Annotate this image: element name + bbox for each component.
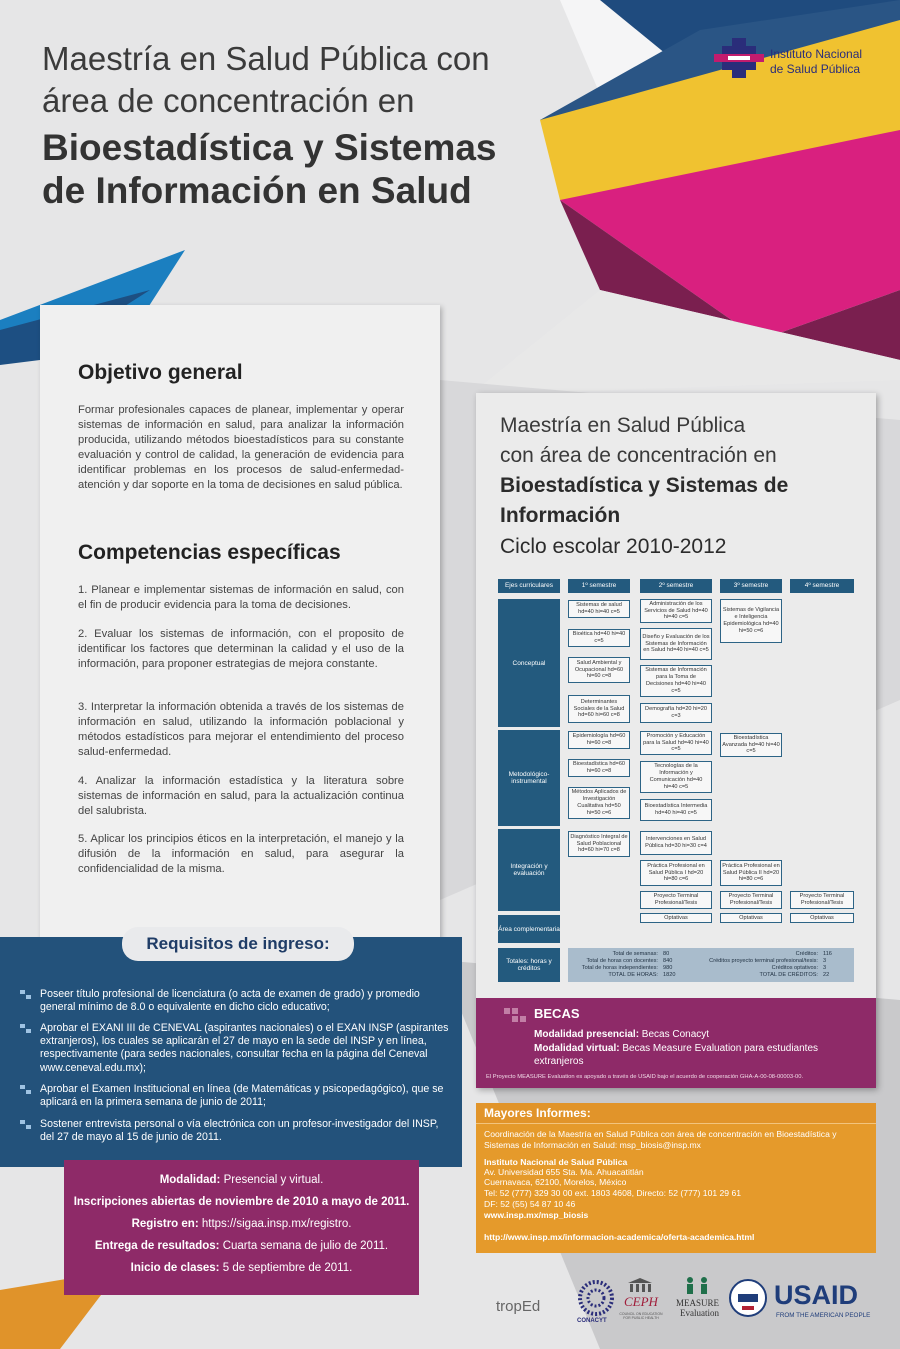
title-line-4: de Información en Salud: [42, 170, 472, 211]
competencia-3: 3. Interpretar la información obtenida a través de los sistemas de información en salud, utilizando la información poblacional y métodos estadísticos para mejorar el entendimiento del proceso salud-enfermedad.: [78, 701, 404, 758]
measure-label: MEASURE: [676, 1298, 720, 1308]
header-ejes: Ejes curriculares: [498, 579, 560, 593]
informes-oferta-link[interactable]: http://www.insp.mx/informacion-academica/oferta-academica.html: [484, 1232, 755, 1242]
total-value: 1820: [663, 972, 676, 978]
course-cell: Diagnóstico Integral de Salud Poblacional hd=60 hi=70 c=8: [568, 831, 630, 857]
content-panel: [40, 305, 440, 945]
modalidad-label: Modalidad:: [159, 1174, 221, 1186]
course-cell: Proyecto Terminal Profesional/Tesis: [720, 891, 782, 909]
credit-label: Créditos proyecto terminal profesional/tesis:: [709, 958, 818, 964]
inscripciones-line: Inscripciones abiertas de noviembre de 2010 a mayo de 2011.: [73, 1196, 410, 1208]
informes-direccion: Av. Universidad 655 Sta. Ma. Ahuacatitlán: [484, 1167, 644, 1177]
competencia-5: 5. Aplicar los principios éticos en la interpretación, el manejo y la difusión de la información en salud, para asegurar la confidencialidad de la misma.: [78, 833, 404, 875]
row-complementaria: Área complementaria: [498, 915, 560, 943]
objetivo-heading: Objetivo general: [78, 361, 243, 384]
poster-title-4: Información: [500, 504, 621, 527]
becas-virtual-label: Modalidad virtual:: [534, 1043, 620, 1054]
total-label: Total de horas independientes:: [581, 965, 658, 971]
inicio-value: 5 de septiembre de 2011.: [219, 1262, 353, 1274]
informes-ciudad: Cuernavaca, 62100, Morelos, México: [484, 1177, 627, 1187]
course-cell: Bioestadística hd=60 hi=60 c=8: [568, 759, 630, 777]
ceph-label: CEPH: [624, 1294, 658, 1309]
sponsor-logos: [490, 1268, 890, 1338]
poster-title: [500, 411, 870, 563]
institute-line-1: Instituto Nacional: [770, 47, 863, 61]
total-value: 80: [663, 951, 670, 957]
informes-web-link[interactable]: www.insp.mx/msp_biosis: [484, 1210, 589, 1220]
course-cell: Sistemas de Información para la Toma de Decisiones hd=40 hi=40 c=5: [640, 665, 712, 697]
course-cell: Tecnologías de la Información y Comunicación hd=40 hi=40 c=5: [640, 761, 712, 793]
resultados-label: Entrega de resultados:: [94, 1240, 220, 1252]
competencia-1: 1. Planear e implementar sistemas de información en salud, con el fin de producir evidencia para la toma de decisiones.: [78, 584, 404, 611]
competencia-4: 4. Analizar la información estadística y la literatura sobre sistemas de información en salud, para la actualización continua del salubrista.: [78, 775, 404, 817]
course-cell: Salud Ambiental y Ocupacional hd=60 hi=60 c=8: [568, 657, 630, 683]
credit-label: TOTAL DE CRÉDITOS:: [759, 972, 818, 978]
informes-telefono: Tel: 52 (777) 329 30 00 ext. 1803 4608, Directo: 52 (777) 101 29 61: [484, 1188, 742, 1198]
course-cell: Intervenciones en Salud Pública hd=30 hi=30 c=4: [640, 831, 712, 855]
row-integracion: Integración y evaluación: [498, 829, 560, 911]
modalidad-box: [64, 1160, 419, 1295]
becas-presencial-label: Modalidad presencial:: [534, 1029, 640, 1040]
objetivo-text: Formar profesionales capaces de planear, implementar y operar sistemas de información en salud, para analizar la información producida, utilizando métodos bioestadísticos para su constante evaluación y control de calidad, la generación de evidencia para identificar problemas en los procesos de salud-enfermedad-atención y dar soporte en la toma de decisiones en salud pública.: [78, 404, 404, 491]
course-cell: Bioética hd=40 hi=40 c=5: [568, 629, 630, 647]
requisito-2: Aprobar el EXANI III de CENEVAL (aspirantes nacionales) o el EXAN INSP (aspirantes extranjeros), los cuales se aplicarán el 27 de mayo en la sede del INSP y en línea, respectivamente (para sedes nacionales, consultar fecha en la página del Ceneval www.ceneval.edu.mx);: [40, 1022, 449, 1074]
credit-value: 116: [823, 951, 832, 957]
registro-line: [64, 1218, 419, 1230]
becas-presencial-value: Becas Conacyt: [639, 1029, 710, 1040]
curriculum-poster: [476, 393, 876, 1088]
measure-people-icon: [682, 1276, 712, 1296]
course-cell: Métodos Aplicados de Investigación Cualitativa hd=50 hi=50 c=6: [568, 787, 630, 819]
institute-name: [770, 47, 862, 77]
credit-label: Créditos:: [795, 951, 818, 957]
course-cell: Proyecto Terminal Profesional/Tesis: [640, 891, 712, 909]
total-label: Total de horas con docentes:: [586, 958, 658, 964]
row-totales: Totales: horas y créditos: [498, 948, 560, 982]
total-label: TOTAL DE HORAS:: [608, 972, 658, 978]
becas-presencial: [534, 1028, 864, 1041]
course-cell: Práctica Profesional en Salud Pública I hd=20 hi=80 c=6: [640, 860, 712, 886]
competencia-2: 2. Evaluar los sistemas de información, con el proposito de identificar los factores que determinan la calidad y el uso de la información, para proponer estrategias de mejora constante.: [78, 628, 404, 670]
header-sem4: 4º semestre: [790, 579, 854, 593]
course-cell: Epidemiología hd=60 hi=60 c=8: [568, 731, 630, 749]
becas-note: El Proyecto MEASURE Evaluation es apoyado a través de USAID bajo el acuerdo de cooperación GHA-A-00-08-00003-00.: [486, 1074, 804, 1080]
course-cell: Promoción y Educación para la Salud hd=40 hi=40 c=5: [640, 731, 712, 755]
course-cell: Optativas: [720, 913, 782, 923]
troped-logo: tropEd: [496, 1298, 541, 1315]
becas-virtual-value: Becas Measure Evaluation para estudiantes extranjeros: [534, 1043, 819, 1067]
informes-coordinacion: Coordinación de la Maestría en Salud Pública con área de concentración en Bioestadística y Sistemas de Información en Salud: msp_biosis@insp.mx: [484, 1129, 837, 1150]
totals-box: [568, 948, 854, 982]
conacyt-label: CONACYT: [577, 1318, 607, 1324]
total-value: 980: [663, 965, 673, 971]
insp-logo-icon: [714, 38, 764, 86]
credit-value: 3: [823, 958, 827, 964]
poster-title-1: Maestría en Salud Pública: [500, 414, 746, 437]
total-label: Total de semanas:: [612, 951, 658, 957]
inicio-line: [64, 1262, 419, 1274]
poster-title-5: Ciclo escolar 2010-2012: [500, 535, 727, 558]
header-sem2: 2º semestre: [640, 579, 712, 593]
course-cell: Administración de los Servicios de Salud hd=40 hi=40 c=5: [640, 599, 712, 623]
bullet-icon: [20, 1085, 32, 1095]
title-line-3: Bioestadística y Sistemas: [42, 127, 497, 168]
modalidad-line: [64, 1174, 419, 1186]
course-cell: Sistemas de salud hd=40 hi=40 c=5: [568, 600, 630, 618]
inicio-label: Inicio de clases:: [130, 1262, 220, 1274]
becas-title: BECAS: [534, 1006, 580, 1021]
credit-value: 3: [823, 965, 827, 971]
usaid-label: USAID: [774, 1280, 859, 1310]
course-cell: Sistemas de Vigilancia e Inteligencia Epidemiológica hd=40 hi=50 c=6: [720, 599, 782, 643]
bullet-icon: [20, 1120, 32, 1130]
ceph-building-icon: [628, 1278, 652, 1294]
requisitos-heading: Requisitos de ingreso:: [122, 927, 354, 961]
credit-label: Créditos optativos:: [771, 965, 818, 971]
registro-value: https://sigaa.insp.mx/registro.: [198, 1218, 352, 1230]
course-cell: Proyecto Terminal Profesional/Tesis: [790, 891, 854, 909]
institute-line-2: de Salud Pública: [770, 62, 861, 76]
requisito-1: Poseer título profesional de licenciatura (o acta de examen de grado) y promedio general mínimo de 8.0 o equivalente en dicho ciclo educativo;: [40, 988, 420, 1014]
registro-label: Registro en:: [131, 1218, 199, 1230]
competencias-heading: Competencias específicas: [78, 541, 341, 564]
informes-df: DF: 52 (55) 54 87 10 46: [484, 1199, 576, 1209]
resultados-line: [64, 1240, 419, 1252]
informes-instituto: Instituto Nacional de Salud Pública: [484, 1157, 628, 1167]
total-value: 840: [663, 958, 673, 964]
header-sem1: 1º semestre: [568, 579, 630, 593]
usaid-sub: FROM THE AMERICAN PEOPLE: [776, 1312, 871, 1319]
bullet-icon: [20, 1024, 32, 1034]
title-line-2: área de concentración en: [42, 82, 415, 119]
header-sem3: 3º semestre: [720, 579, 782, 593]
credit-value: 22: [823, 972, 830, 978]
course-cell: Demografía hd=20 hi=20 c=3: [640, 703, 712, 723]
informes-section: [476, 1103, 876, 1253]
row-conceptual: Conceptual: [498, 599, 560, 727]
bullet-icon: [20, 990, 32, 1000]
row-metodologico: Metodológico-instrumental: [498, 730, 560, 826]
insp-logo: [714, 38, 862, 86]
requisito-4: Sostener entrevista personal o vía electrónica con un profesor-investigador del INSP, del 27 de mayo al 15 de junio de 2011.: [40, 1118, 439, 1144]
course-cell: Determinantes Sociales de la Salud hd=60 hi=60 c=8: [568, 695, 630, 723]
title-line-1: Maestría en Salud Pública con: [42, 40, 490, 77]
resultados-value: Cuarta semana de julio de 2011.: [219, 1240, 389, 1252]
becas-virtual: [534, 1042, 864, 1068]
usaid-seal-icon: [728, 1278, 768, 1318]
poster-title-2: con área de concentración en: [500, 444, 777, 467]
poster-title-3: Bioestadística y Sistemas de: [500, 474, 789, 497]
conacyt-logo-icon: [576, 1280, 616, 1316]
squares-icon: [504, 1008, 526, 1030]
main-title: [42, 38, 602, 212]
course-cell: Bioestadística Avanzada hd=40 hi=40 c=5: [720, 733, 782, 757]
becas-section: [476, 998, 876, 1088]
modalidad-value: Presencial y virtual.: [220, 1174, 324, 1186]
course-cell: Optativas: [640, 913, 712, 923]
evaluation-label: Evaluation: [680, 1308, 719, 1318]
ceph-sub: COUNCIL ON EDUCATION FOR PUBLIC HEALTH: [619, 1312, 663, 1320]
informes-title: Mayores Informes:: [476, 1103, 876, 1124]
course-cell: Diseño y Evaluación de los Sistemas de Información en Salud hd=40 hi=40 c=5: [640, 628, 712, 660]
course-cell: Bioestadística Intermedia hd=40 hi=40 c=5: [640, 799, 712, 821]
course-cell: Práctica Profesional en Salud Pública II hd=20 hi=80 c=6: [720, 860, 782, 886]
requisito-3: Aprobar el Examen Institucional en línea (de Matemáticas y psicopedagógico), que se aplicará en la primera semana de junio de 2011;: [40, 1083, 444, 1109]
course-cell: Optativas: [790, 913, 854, 923]
